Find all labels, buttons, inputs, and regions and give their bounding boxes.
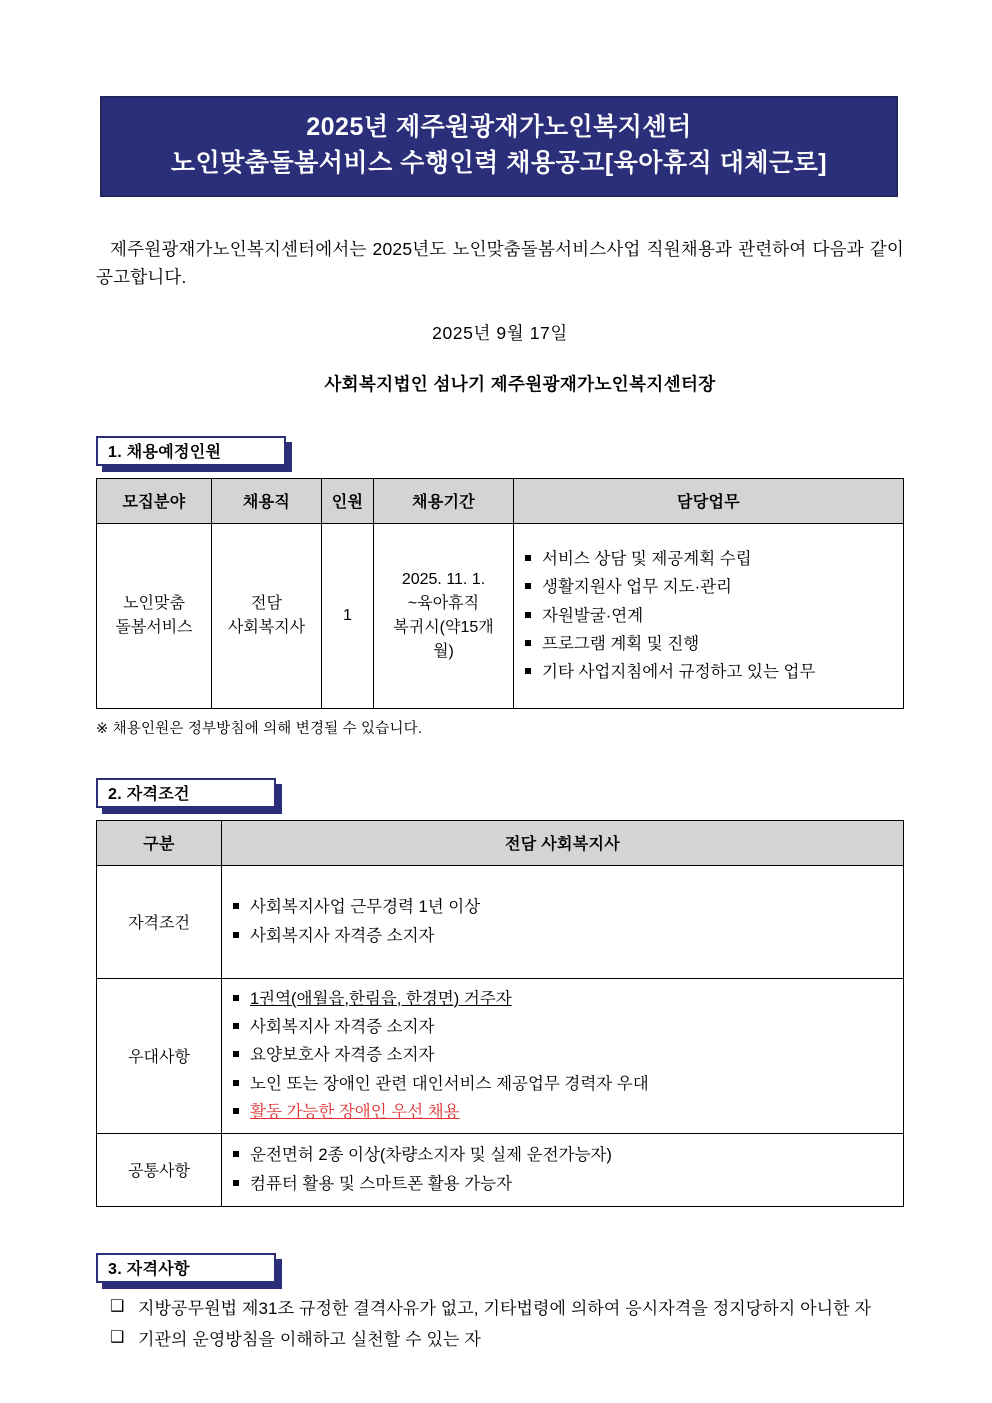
recruitment-table [96,478,904,709]
th-position: 채용직 [212,478,322,523]
cell-period-line-1: 2025. 11. 1. [401,570,486,588]
announcement-signer: 사회복지법인 섬나기 제주원광재가노인복지센터장 [324,373,716,394]
list-item-highlight [230,1098,895,1126]
cell-period-line-4: 월) [433,642,454,660]
section-heading-1 [96,436,286,466]
list-item [230,1041,895,1069]
section-heading-2 [96,778,276,808]
requirement-list [230,893,895,950]
list-item [230,1141,895,1169]
duty-text: 생활지원사 업무 지도·관리 [542,578,732,597]
announcement-date: 2025년 9월 17일 [432,322,568,343]
list-item [230,985,895,1013]
cell-common-items [222,1133,904,1206]
list-item [230,1013,895,1041]
table-row [97,865,904,978]
section-heading-2-label: 2. 자격조건 [96,778,276,808]
requirement-text: 사회복지사업 근무경력 1년 이상 [250,898,481,917]
section-heading-3 [96,1253,276,1283]
table-row [97,978,904,1133]
cell-position-line-2: 사회복지사 [227,618,306,636]
list-item [522,630,895,658]
document-title-banner [100,96,898,197]
th-duties: 담당업무 [514,478,904,523]
cell-period-line-2: ~육아휴직 [407,594,480,612]
list-item [522,658,895,686]
preference-list [230,985,895,1127]
list-item [110,1295,904,1322]
table-header-row [97,820,904,865]
list-item [522,573,895,601]
cell-period [374,523,514,708]
list-item [522,602,895,630]
th-social-worker: 전담 사회복지사 [222,820,904,865]
preference-text-highlight: 활동 가능한 장애인 우선 채용 [250,1103,460,1122]
eligibility-text: 기관의 운영방침을 이해하고 실천할 수 있는 자 [138,1329,481,1349]
eligibility-list [96,1295,904,1353]
recruitment-note: ※ 채용인원은 정부방침에 의해 변경될 수 있습니다. [96,720,423,737]
list-item [230,1170,895,1198]
cell-duties [514,523,904,708]
common-list [230,1141,895,1198]
duty-text: 프로그램 계획 및 진행 [542,634,700,653]
th-period: 채용기간 [374,478,514,523]
cell-requirement-items [222,865,904,978]
section-heading-3-label: 3. 자격사항 [96,1253,276,1283]
common-text: 운전면허 2종 이상(차량소지자 및 실제 운전가능자) [250,1146,612,1165]
th-field: 모집분야 [97,478,212,523]
preference-text: 노인 또는 장애인 관련 대인서비스 제공업무 경력자 우대 [250,1074,649,1093]
common-text: 컴퓨터 활용 및 스마트폰 활용 가능자 [250,1174,513,1193]
list-item [230,893,895,921]
cell-headcount: 1 [322,523,374,708]
preference-text: 사회복지사 자격증 소지자 [250,1018,435,1037]
cell-common-label: 공통사항 [97,1133,222,1206]
title-line-2: 노인맞춤돌봄서비스 수행인력 채용공고[육아휴직 대체근로] [170,148,828,177]
th-headcount: 인원 [322,478,374,523]
table-row [97,1133,904,1206]
list-item [110,1326,904,1353]
table-row [97,523,904,708]
preference-text: 1권역(애월읍,한림읍, 한경면) 거주자 [250,989,512,1008]
intro-paragraph [96,235,904,292]
cell-requirement-label: 자격조건 [97,865,222,978]
title-line-1: 2025년 제주원광재가노인복지센터 [306,113,692,141]
duty-text: 자원발굴·연계 [542,606,644,625]
cell-preference-label: 우대사항 [97,978,222,1133]
preference-text: 요양보호사 자격증 소지자 [250,1046,435,1065]
cell-preference-items [222,978,904,1133]
cell-position-line-1: 전담 [251,594,282,612]
cell-period-line-3: 복귀시(약15개 [393,618,494,636]
list-item [230,922,895,950]
table-header-row [97,478,904,523]
intro-text: 제주원광재가노인복지센터에서는 2025년도 노인맞춤돌봄서비스사업 직원채용과 관련하여 다음과 같이 공고합니다. [96,239,904,288]
duties-list [522,545,895,687]
eligibility-text: 지방공무원법 제31조 규정한 결격사유가 없고, 기타법령에 의하여 응시자격을 정지당하지 아니한 자 [138,1298,872,1318]
cell-field-line-2: 돌봄서비스 [115,618,193,636]
cell-position [212,523,322,708]
list-item [230,1070,895,1098]
cell-field [97,523,212,708]
list-item [522,545,895,573]
duty-text: 서비스 상담 및 제공계획 수립 [542,549,752,568]
th-category: 구분 [97,820,222,865]
cell-field-line-1: 노인맞춤 [123,594,185,612]
section-heading-1-label: 1. 채용예정인원 [96,436,286,466]
duty-text: 기타 사업지침에서 규정하고 있는 업무 [542,663,816,682]
requirement-text: 사회복지사 자격증 소지자 [250,926,435,945]
qualification-table [96,820,904,1207]
